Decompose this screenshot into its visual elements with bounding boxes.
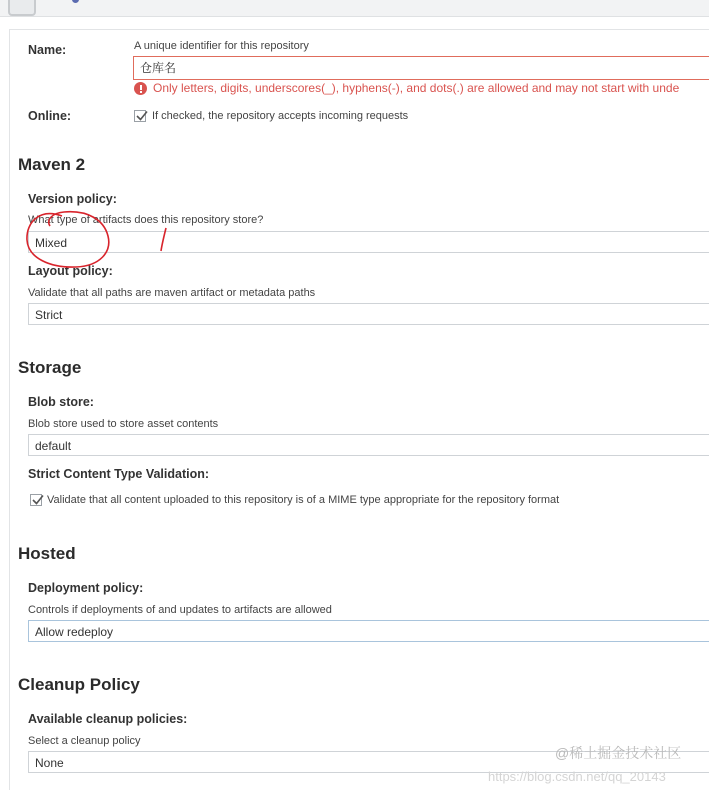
blob-store-help: Blob store used to store asset contents bbox=[28, 418, 219, 430]
section-heading-hosted: Hosted bbox=[18, 544, 76, 563]
cleanup-policies-label: Available cleanup policies: bbox=[28, 712, 188, 726]
strict-content-help: Validate that all content uploaded to this repository is of a MIME type appropriate for the repository format bbox=[47, 494, 560, 506]
cleanup-policy-select[interactable]: None bbox=[28, 751, 709, 773]
blob-store-select[interactable]: default bbox=[28, 434, 709, 456]
blob-store-label: Blob store: bbox=[28, 395, 94, 409]
name-label: Name: bbox=[28, 43, 67, 57]
section-heading-storage: Storage bbox=[18, 358, 82, 377]
layout-policy-select[interactable]: Strict bbox=[28, 303, 709, 325]
online-help: If checked, the repository accepts incoming requests bbox=[152, 110, 409, 122]
version-policy-select[interactable]: Mixed bbox=[28, 231, 709, 253]
name-error-message: Only letters, digits, underscores(_), hyphens(-), and dots(.) are allowed and may not start with unde bbox=[153, 81, 680, 95]
deployment-policy-label: Deployment policy: bbox=[28, 581, 144, 595]
layout-policy-help: Validate that all paths are maven artifact or metadata paths bbox=[28, 287, 316, 299]
strict-content-label: Strict Content Type Validation: bbox=[28, 467, 210, 481]
annotation-stroke bbox=[161, 228, 166, 251]
watermark: @稀土掘金技术社区 bbox=[555, 745, 682, 761]
watermark-url: https://blog.csdn.net/qq_20143 bbox=[488, 769, 666, 784]
cleanup-policy-help: Select a cleanup policy bbox=[28, 735, 141, 747]
section-heading-maven2: Maven 2 bbox=[18, 155, 86, 174]
deployment-policy-help: Controls if deployments of and updates to artifacts are allowed bbox=[28, 604, 332, 616]
layout-policy-label: Layout policy: bbox=[28, 264, 113, 278]
deployment-policy-select[interactable]: Allow redeploy bbox=[28, 620, 709, 642]
version-policy-label: Version policy: bbox=[28, 192, 117, 206]
annotation-circle bbox=[27, 212, 109, 267]
section-heading-cleanup-policy: Cleanup Policy bbox=[18, 675, 140, 694]
name-input[interactable]: 仓库名 bbox=[133, 56, 709, 80]
version-policy-help: What type of artifacts does this repository store? bbox=[28, 214, 264, 226]
name-help: A unique identifier for this repository bbox=[134, 40, 309, 52]
online-label: Online: bbox=[28, 109, 72, 123]
